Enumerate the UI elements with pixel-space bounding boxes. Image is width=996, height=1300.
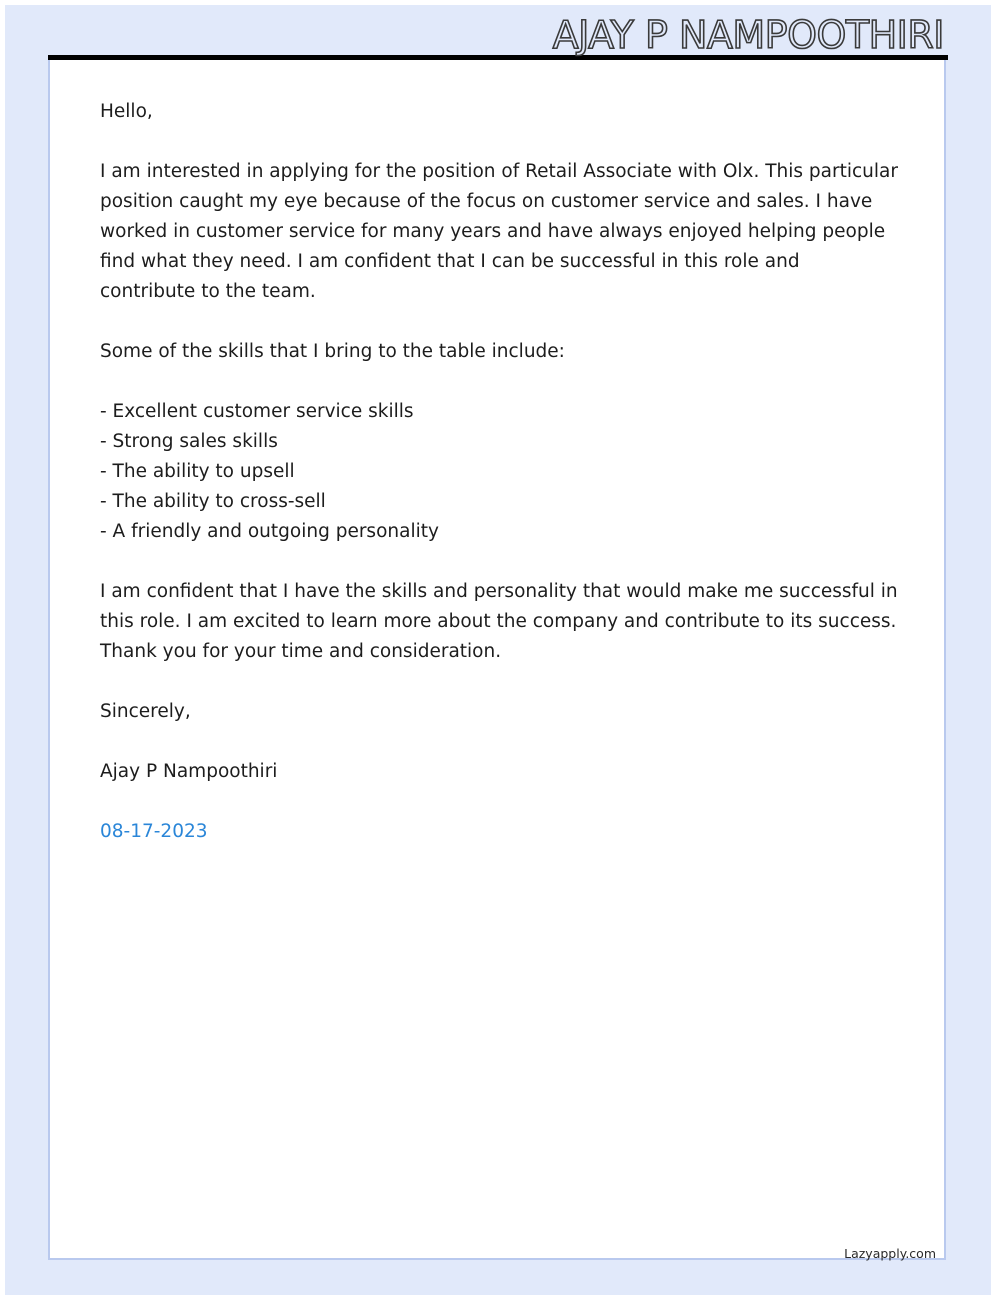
signature-name: Ajay P Nampoothiri [100, 761, 278, 782]
footer-brand: Lazyapply.com [844, 1246, 936, 1261]
letter-date: 08-17-2023 [100, 821, 208, 842]
skill-item: - A friendly and outgoing personality [100, 521, 439, 542]
skill-item: - Strong sales skills [100, 431, 278, 452]
skill-item: - The ability to cross-sell [100, 491, 326, 512]
applicant-name-heading: AJAY P NAMPOOTHIRI [552, 13, 944, 57]
closing-paragraph: I am confident that I have the skills and personality that would make me successful in this role. I am excited to learn more about the company and contribute to its success. Thank you for your time and consideration. [100, 581, 898, 662]
skills-intro: Some of the skills that I bring to the table include: [100, 341, 565, 362]
skill-item: - Excellent customer service skills [100, 401, 414, 422]
closing-salutation: Sincerely, [100, 701, 191, 722]
skill-item: - The ability to upsell [100, 461, 295, 482]
letter-body [100, 97, 900, 847]
greeting: Hello, [100, 101, 153, 122]
intro-paragraph: I am interested in applying for the position of Retail Associate with Olx. This particular position caught my eye because of the focus on customer service and sales. I have worked in customer service for many years and have always enjoyed helping people find what they need. I am confident that I can be successful in this role and contribute to the team. [100, 161, 898, 302]
skills-list [100, 397, 900, 547]
